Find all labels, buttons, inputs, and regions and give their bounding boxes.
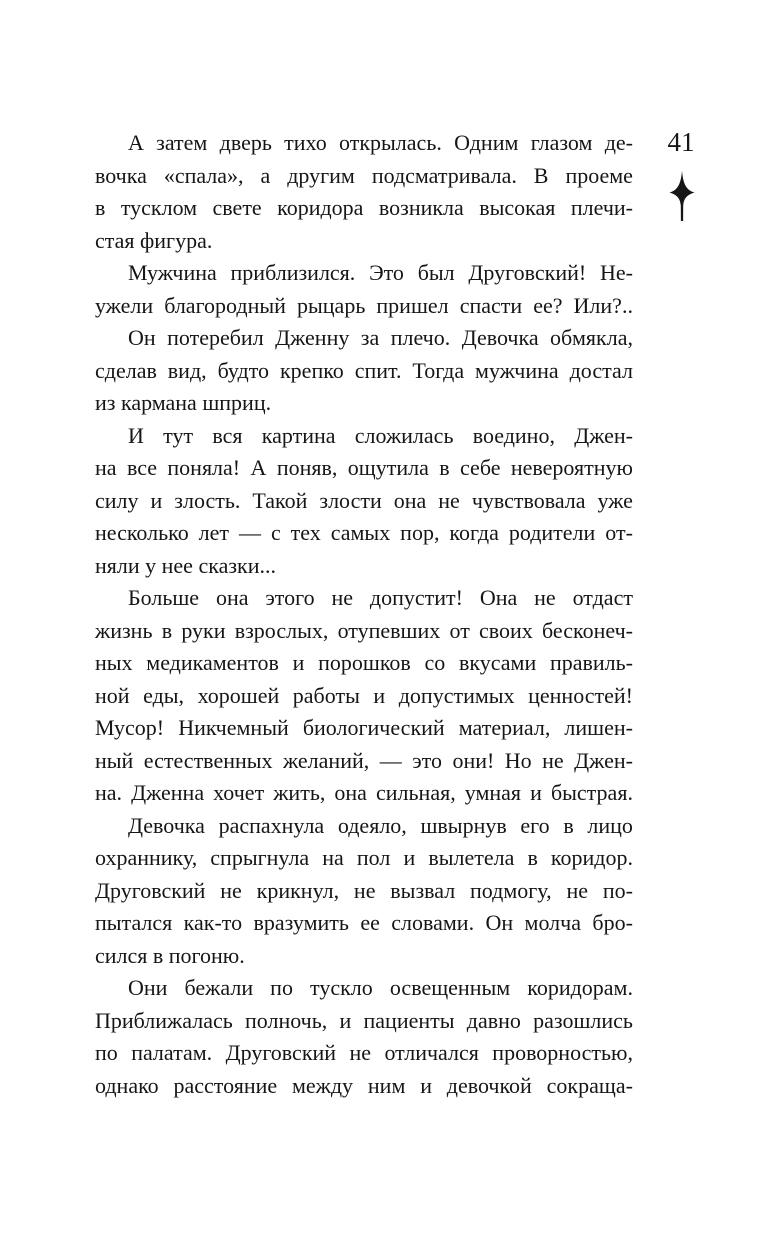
text-line: [95, 810, 633, 843]
word: хорошей: [197, 682, 280, 708]
word: злость.: [174, 487, 241, 513]
text-line: сился в погоню.: [95, 942, 245, 968]
word: по-: [602, 877, 633, 903]
paragraph: [95, 582, 633, 810]
word: тихо: [284, 130, 327, 155]
word: в: [527, 845, 538, 870]
text-line: [95, 680, 633, 713]
word: быстрая.: [550, 780, 633, 805]
word: охраннику,: [95, 845, 198, 870]
paragraph: [95, 420, 633, 583]
word: поняла!: [167, 455, 241, 480]
word: Дженна: [131, 780, 205, 805]
text-line: [95, 842, 633, 875]
word: его: [520, 812, 550, 838]
word: вся: [212, 422, 243, 448]
word: проворностью,: [492, 1040, 633, 1065]
text-line: [95, 972, 633, 1005]
word: отличался: [384, 1040, 479, 1065]
word: не: [566, 877, 588, 903]
word: Друговский: [95, 877, 206, 903]
word: ных: [95, 650, 133, 675]
text-line: из кармана шприц.: [95, 390, 272, 415]
word: своих: [479, 617, 533, 643]
word: допустит!: [369, 585, 463, 610]
word: и: [339, 1007, 352, 1033]
word: жизнь: [95, 617, 153, 643]
word: воедино,: [472, 422, 555, 448]
word: разошлись: [533, 1007, 633, 1033]
word: правиль-: [549, 650, 633, 675]
word: несколько: [95, 520, 189, 545]
word: распахнула: [218, 812, 325, 838]
word: невероятную: [510, 455, 633, 480]
word: Они: [128, 975, 168, 1000]
word: взрослых,: [234, 617, 329, 643]
word: Он: [485, 910, 514, 935]
paragraph: [95, 127, 633, 257]
word: освещенным: [389, 975, 511, 1000]
word: мужчина: [475, 357, 559, 383]
word: вызвал: [390, 877, 456, 903]
word: Никчемный: [178, 715, 289, 740]
word: де-: [604, 130, 633, 155]
word: Такой: [252, 487, 308, 513]
text-line: [95, 1070, 633, 1103]
word: приблизился.: [230, 260, 356, 285]
word: сделав: [95, 357, 157, 383]
text-line: [95, 322, 633, 355]
word: родители: [508, 520, 596, 545]
word: —: [238, 520, 261, 545]
word: пациенты: [363, 1007, 455, 1033]
word: Тогда: [412, 357, 465, 383]
word: потеребил: [167, 325, 264, 350]
word: коридор.: [550, 845, 633, 870]
word: Друговский!: [468, 260, 587, 285]
word: не: [438, 487, 460, 513]
word: пришел: [376, 292, 449, 318]
word: отупевших: [337, 617, 441, 643]
word: спрыгнула: [210, 845, 310, 870]
word: «спала»,: [163, 162, 244, 188]
word: чувствовала: [471, 487, 586, 513]
word: жить,: [273, 780, 326, 805]
word: Не-: [599, 260, 633, 285]
word: ценностей!: [528, 682, 633, 708]
word: и: [292, 650, 305, 675]
word: злости: [319, 487, 382, 513]
word: высокая: [479, 195, 556, 220]
word: между: [291, 1072, 354, 1098]
word: тех: [290, 520, 321, 545]
word: поняв,: [276, 455, 338, 480]
word: хочет: [213, 780, 265, 805]
word: —: [379, 747, 402, 773]
word: естественных: [143, 747, 273, 773]
word: не: [534, 585, 556, 610]
word: крепко: [279, 357, 344, 383]
word: лет: [198, 520, 230, 545]
word: швырнув: [420, 812, 507, 838]
word: будто: [217, 357, 270, 383]
word: от-: [605, 520, 633, 545]
word: не: [542, 747, 564, 773]
text-line: [95, 160, 633, 193]
word: и: [420, 1072, 432, 1098]
text-line: [95, 452, 633, 485]
word: на: [322, 845, 344, 870]
word: допустимых: [398, 682, 515, 708]
word: по: [95, 1040, 118, 1065]
word: вразумить: [253, 910, 349, 935]
word: за: [360, 325, 380, 350]
word: она: [215, 585, 249, 610]
word: все: [126, 455, 157, 480]
word: пытался: [95, 910, 173, 935]
word: ее?: [533, 292, 563, 318]
word: это: [412, 747, 442, 773]
word: вылетела: [428, 845, 515, 870]
word: Мусор!: [95, 715, 165, 740]
word: Но: [504, 747, 532, 773]
word: пор,: [400, 520, 440, 545]
word: глазом: [530, 130, 593, 155]
word: крикнул,: [256, 877, 340, 903]
word: В: [533, 162, 549, 188]
text-line: [95, 647, 633, 680]
text-line: [95, 777, 633, 810]
word: плечи-: [570, 195, 633, 220]
word: на.: [95, 780, 123, 805]
word: они!: [452, 747, 495, 773]
word: другим: [287, 162, 355, 188]
word: в: [95, 195, 106, 220]
word: картина: [261, 422, 336, 448]
word: Он: [128, 325, 156, 350]
word: палатам.: [131, 1040, 213, 1065]
word: медикаментов: [146, 650, 279, 675]
text-line: няли у нее сказки...: [95, 552, 276, 578]
word: и: [403, 845, 416, 870]
word: проеме: [565, 162, 633, 188]
text-line: [95, 582, 633, 615]
text-line: [95, 712, 633, 745]
word: силу: [95, 487, 139, 513]
text-line: [95, 127, 633, 160]
word: бежали: [184, 975, 254, 1000]
text-line: [95, 1005, 633, 1038]
word: и: [373, 682, 386, 708]
paragraph: [95, 257, 633, 322]
word: пол: [356, 845, 391, 870]
word: одеяло,: [337, 812, 407, 838]
word: словами.: [391, 910, 475, 935]
word: и: [150, 487, 163, 513]
word: Джен-: [574, 422, 633, 448]
word: А: [128, 130, 144, 155]
word: подмогу,: [470, 877, 552, 903]
word: благородный: [164, 292, 286, 318]
word: самых: [330, 520, 391, 545]
word: ним: [367, 1072, 406, 1098]
word: она: [393, 487, 427, 513]
word: уже: [597, 487, 633, 513]
text-line: [95, 192, 633, 225]
word: возникла: [378, 195, 464, 220]
word: лишен-: [564, 715, 633, 740]
paragraph: [95, 810, 633, 973]
word: сокраща-: [546, 1072, 633, 1098]
paragraph: [95, 972, 633, 1102]
text-column: [95, 127, 633, 1102]
word: затем: [156, 130, 208, 155]
word: был: [417, 260, 455, 285]
text-line: [95, 485, 633, 518]
word: Это: [369, 260, 404, 285]
word: тут: [163, 422, 194, 448]
word: Друговский: [225, 1040, 337, 1065]
text-line: [95, 517, 633, 550]
word: себе: [460, 455, 501, 480]
word: руки: [181, 617, 226, 643]
word: и: [530, 780, 542, 805]
word: сильная,: [376, 780, 456, 805]
word: по: [270, 975, 293, 1000]
word: лицо: [587, 812, 633, 838]
word: как-то: [183, 910, 243, 935]
word: вочка: [95, 162, 147, 188]
text-line: [95, 257, 633, 290]
word: ее: [360, 910, 380, 935]
word: в: [161, 617, 173, 643]
word: И: [128, 422, 144, 448]
word: Мужчина: [128, 260, 217, 285]
word: тусклом: [120, 195, 198, 220]
word: обмякла,: [550, 325, 633, 350]
word: на: [95, 455, 117, 480]
word: умная: [464, 780, 522, 805]
word: желаний,: [283, 747, 370, 773]
word: Одним: [454, 130, 519, 155]
word: Девочка: [128, 812, 205, 838]
word: вид,: [167, 357, 207, 383]
text-line: [95, 1037, 633, 1070]
word: от: [449, 617, 470, 643]
word: достал: [569, 357, 633, 383]
word: с: [270, 520, 281, 545]
word: Девочка: [461, 325, 539, 350]
text-line: [95, 907, 633, 940]
word: работы: [292, 682, 360, 708]
word: А: [250, 455, 267, 480]
word: она: [334, 780, 367, 805]
text-line: [95, 355, 633, 388]
word: Или?..: [573, 292, 633, 318]
word: бесконеч-: [542, 617, 633, 643]
word: спасти: [459, 292, 523, 318]
word: дверь: [219, 130, 272, 155]
word: порошков: [318, 650, 411, 675]
word: ощутила: [347, 455, 429, 480]
word: в: [563, 812, 574, 838]
word: расстояние: [173, 1072, 278, 1098]
word: Больше: [128, 585, 200, 610]
four-pointed-star-icon: [669, 169, 695, 222]
word: когда: [449, 520, 499, 545]
word: Она: [479, 585, 518, 610]
word: еды,: [143, 682, 185, 708]
word: не: [353, 877, 376, 903]
word: спит.: [354, 357, 402, 383]
word: не: [220, 877, 242, 903]
word: ужели: [95, 292, 154, 318]
word: полночь,: [245, 1007, 328, 1033]
paragraph: [95, 322, 633, 420]
word: плечо.: [390, 325, 451, 350]
word: бро-: [592, 910, 633, 935]
word: Дженну: [275, 325, 350, 350]
word: не: [349, 1040, 372, 1065]
word: коридора: [277, 195, 364, 220]
word: ной: [95, 682, 130, 708]
word: Джен-: [574, 747, 633, 773]
word: открылась.: [339, 130, 442, 155]
text-line: стая фигура.: [95, 227, 213, 253]
word: а: [260, 162, 271, 188]
word: материал,: [458, 715, 551, 740]
word: отдаст: [572, 585, 633, 610]
text-line: [95, 290, 633, 323]
word: рыцарь: [297, 292, 366, 318]
text-line: [95, 615, 633, 648]
word: Приближалась: [95, 1007, 233, 1033]
text-line: [95, 420, 633, 453]
word: со: [424, 650, 446, 675]
word: этого: [265, 585, 315, 610]
word: однако: [95, 1072, 159, 1098]
word: свете: [212, 195, 262, 220]
word: подсматривала.: [371, 162, 517, 188]
word: давно: [466, 1007, 521, 1033]
word: девочкой: [446, 1072, 532, 1098]
word: в: [439, 455, 450, 480]
word: сложилась: [354, 422, 454, 448]
page-number: 41: [667, 127, 695, 157]
word: не: [331, 585, 354, 610]
text-line: [95, 875, 633, 908]
word: биологический: [302, 715, 445, 740]
word: тускло: [310, 975, 373, 1000]
word: ный: [95, 747, 134, 773]
text-line: [95, 745, 633, 778]
word: молча: [524, 910, 581, 935]
word: вкусами: [458, 650, 537, 675]
word: коридорам.: [527, 975, 633, 1000]
